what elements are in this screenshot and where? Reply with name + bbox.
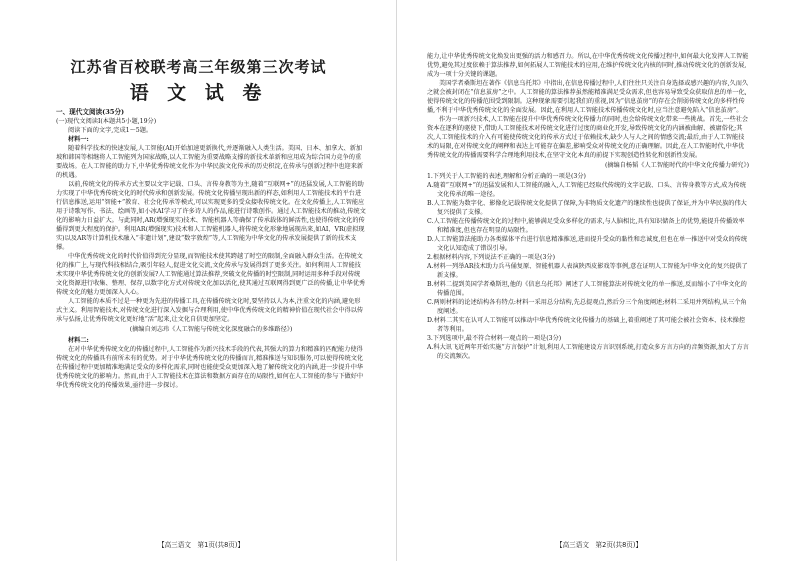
material-2-paragraph-1: 在对中华优秀传统文化的传播过程中,人工智能作为新兴技术手段的代表,其强大的算力和精准的匹配能力使得传统文化的传播具有前所未有的优势。对于中华优秀传统文化的传播而言,精准推送与知识服务,可以使得传统文化在传播过程中更加精准地满足受众的多样化需求,同时也能使受众更加深入地了解传统文化的内涵,进一步提升中华优秀传统文化的影响力。然而,由于人工智能技术在算法和数据方面存在的局限性,如何在人工智能的参与下做好中华优秀传统文化的传播效果,亟待进一步探讨。 xyxy=(56,346,364,389)
material-1-paragraph-2: 以前,传统文化的传承方式主要以文字记载、口头、言传身教等为主,随着“互联网+”的迅猛发展,人工智能的助力实现了中华优秀传统文化的时代传承和创新发展。传统文化传播呈现出新的样态,如利用人工智能技术的平台进行信息推送,运用“智能+”教育、社会化传承等模式,可以实现更多的受众接收传统文化。在文化传播上,人工智能应用于诗歌写作、书法、绘画等,如小冰AI学习了许多诗人的作品,能进行诗歌创作。通过人工智能技术的推动,传统文化的影响力日益扩大。与此同时,AR(增强现实)技术、智能机器人等确保了传承载体的鲜活性,也使得传统文化的传播得到更大程度的保护。利用AR(增强现实)技术和人工智能机器人,将传统文化形象地展现出来,如AI、VR(虚拟现实)以及AR等计算机技术融入“非遗计划”,建设“数字敦煌”等,人工智能为中华文化的传承发展提供了新的技术支撑。 xyxy=(56,181,366,251)
material-1-source: (摘编自刘志玮《人工智能与传统文化深度融合的多维路径》) xyxy=(129,326,293,333)
question-2-option-d: D.材料二其实在认可人工智能可以推动中华优秀传统文化传播力的基础上,着重阐述了其可能会被社会资本、技术操控者等利用。 xyxy=(427,317,746,333)
page-footer-right: 【高三语文 第2页(共8页)】 xyxy=(556,541,643,549)
material-2-paragraph-3: 美国学者桑斯坦在著作《信息乌托邦》中指出,在信息传播过程中,人们往往只关注自身选择或感兴趣的内容,久而久之就会被封闭在“信息茧房”之中。人工智能的算法推荐虽然能精准满足受众需求,但也容易导致受众获取信息的单一化,使得传统文化的传播范围受到限制。这种现象需要引起我们的重视,因为“信息茧房”的存在会削弱传统文化的多样性传播,不利于中华优秀传统文化的全面发展。因此,在利用人工智能技术传播传统文化时,应当注意避免陷入“信息茧房”。 xyxy=(427,80,749,114)
material-2-paragraph-2: 能力,让中华优秀传统文化焕发出更强的活力和感召力。所以,在中华优秀传统文化传播过程中,如何最大化发挥人工智能优势,避免其过度依赖于算法推荐,如何拓展人工智能技术的应用,在维护传统文化内核的同时,推动传统文化的创新发展,成为一项十分关键的课题。 xyxy=(427,53,749,78)
material-1-paragraph-4: 人工智能的本质不过是一种更为先进的传播工具,在传播传统文化时,要坚持以人为本,注重文化的内涵,避免形式主义。利用智能技术,对传统文化进行深入发掘与合理利用,使中华优秀传统文化的精神价值在现代社会中得以传承与弘扬,让优秀传统文化更好地“活”起来,让文化自信更加坚定。 xyxy=(56,298,364,323)
question-3-option-a: A.科大讯飞近两年开始实施“方言保护”计划,利用人工智能建设方言识别系统,打造众多方言方向的音频资源,加大了方言的交流频次。 xyxy=(427,344,749,360)
material-1-paragraph-1: 随着科学技术的快速发展,人工智能(AI)开始加速更新换代,并逐渐融入人类生活。美国、日本、加拿大、新加坡和韩国等相继将人工智能列为国家战略,以人工智能为重要战略支撑的新技术革新和应用成为综合国力竞争的重要战场。在人工智能的助力下,中华优秀传统文化作为中华民族文化传承的历史积淀,在传承与创新过程中也迎来新的机遇。 xyxy=(56,145,364,179)
right-column-content xyxy=(427,52,749,361)
material-2-source: (摘编自杨韬《人工智能时代的中华文化传播力研究》) xyxy=(604,162,749,169)
left-column-content xyxy=(56,108,366,390)
question-1-option-a: A.随着“互联网+”的迅猛发展和人工智能的融入,人工智能已经取代传统的文字记载、口头、言传身教等方式,成为传统文化传承的唯一途径。 xyxy=(427,182,746,198)
section-heading: 一、现代文阅读(35分) xyxy=(56,108,125,116)
question-1-stem: 1.下列关于人工智能的表述,理解和分析正确的一项是(3分) xyxy=(427,173,586,180)
material-2-paragraph-4: 作为一项新兴技术,人工智能在提升中华优秀传统文化传播力的同时,也会给传统文化带来一些挑战。首先,一些社会资本在逐利的驱使下,借助人工智能技术对传统文化进行过度的商业化开发,导致传统文化的内涵被曲解、被庸俗化;其次,人工智能技术的介入有可能使传统文化的传承方式过于依赖技术,缺少人与人之间的情感交流;最后,由于人工智能技术的局限,在对传统文化的阐释和表达上可能存在偏差,影响受众对传统文化的正确理解。因此,在人工智能时代,中华优秀传统文化的传播需要科学合理地利用技术,在坚守文化本真的前提下实现创造性转化和创新性发展。 xyxy=(427,116,749,159)
question-2-option-c: C.两则材料的论述结构各有特点:材料一采用总分结构,先总提观点,然后分三个角度阐述;材料二采用并列结构,从三个角度阐述。 xyxy=(427,299,747,315)
page-footer-left: 【高三语文 第1页(共8页)】 xyxy=(158,541,245,549)
page-divider xyxy=(396,0,397,561)
material-1-paragraph-3: 中华优秀传统文化的时代价值得到充分显现,而智能技术使其跨越了时空的限制,全面融入群众生活。在传统文化的推广上,与现代科技相结合,吸引年轻人,促进文化交流,文化传承与发展得到了更多关注。如何利用人工智能技术实现中华优秀传统文化的创新发展?人工智能通过算法推荐,突破文化传播的时空限制,同时运用多种手段对传统文化资源进行收集、整理、保存,以数字化方式对传统文化加以活化,使其通过互联网得到更广泛的传播,让中华优秀传统文化的魅力更加深入人心。 xyxy=(56,253,366,296)
question-2-stem: 2.根据材料内容,下列说法不正确的一项是(3分) xyxy=(427,254,556,261)
question-2-option-b: B.材料二提到美国学者桑斯坦,他的《信息乌托邦》阐述了人工智能算法对传统文化的单一推送,反而缩小了中华文化的传播范围。 xyxy=(427,281,747,297)
question-1-option-d: D.人工智能算法能助力各类媒体平台进行信息精准推送,进而提升受众的黏性和忠诚度,但也在单一推送中对受众的传统文化认知造成了错误引导。 xyxy=(427,236,748,252)
question-2-option-a: A.材料一列举AR技术助力兵马俑复原、智能机器人表演陕西皮影戏等事例,意在证明人工智能为中华文化的复兴提供了新支撑。 xyxy=(427,263,748,279)
material-2-label: 材料二: xyxy=(68,337,89,344)
exam-title: 江苏省百校联考高三年级第三次考试 xyxy=(70,58,327,76)
subsection-heading: (一)现代文阅读Ⅰ(本题共5小题,19分) xyxy=(56,118,157,125)
material-1-label: 材料一: xyxy=(68,136,89,143)
question-1-option-c: C.人工智能在传播传统文化的过程中,能够满足受众多样化的需求,与人脑相比,具有知识储备上的优势,能提升传播效率和精准度,但也存在明显的局限性。 xyxy=(427,218,745,234)
question-1-option-b: B.人工智能为数字化、影像化记载传统文化提供了保障,为非物质文化遗产的继续性也提供了保证,并为中华民族的伟大复兴提供了支撑。 xyxy=(427,200,747,216)
subject-title: 语 文 试 卷 xyxy=(129,82,268,104)
instruction-text: 阅读下面的文字,完成1～5题。 xyxy=(68,127,153,134)
question-3-stem: 3.下列选项中,最不符合材料一观点的一项是(3分) xyxy=(427,335,562,342)
